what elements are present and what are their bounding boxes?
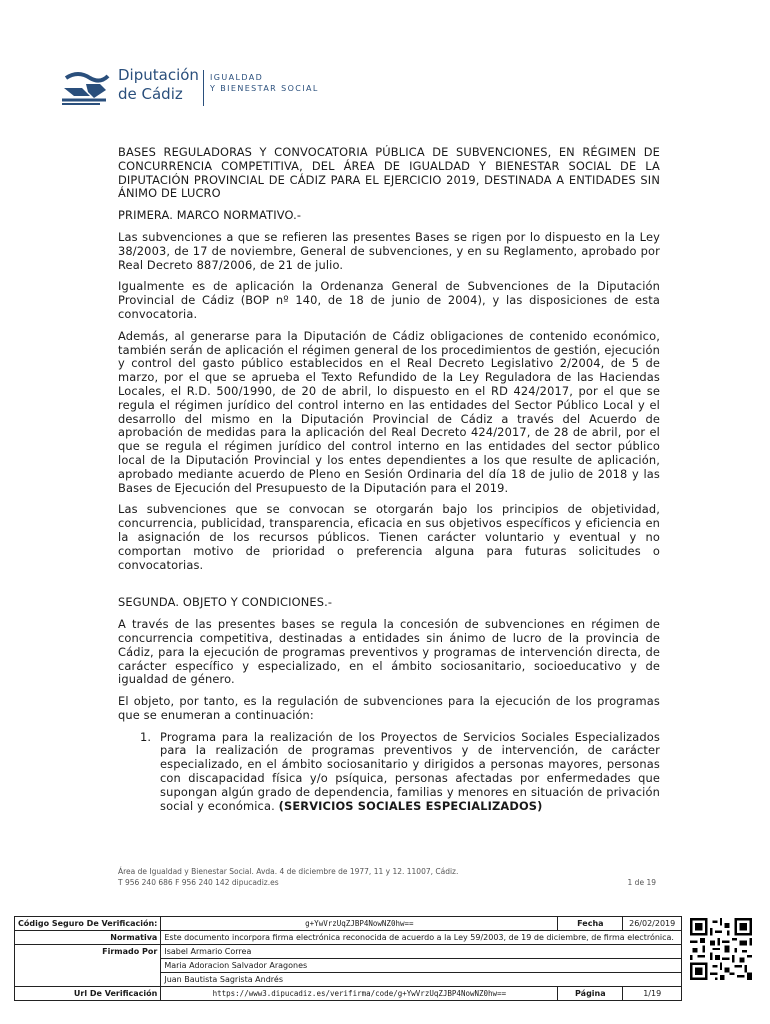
verification-code: g+YwVrzUqZJBP4NowNZ0hw== bbox=[161, 917, 558, 931]
section-spacer bbox=[118, 580, 660, 596]
verification-url-link[interactable]: https://www3.dipucadiz.es/verifirma/code/g+YwVrzUqZJBP4NowNZ0hw== bbox=[161, 987, 558, 1001]
code-label: Código Seguro De Verificación: bbox=[15, 917, 161, 931]
table-row bbox=[15, 917, 682, 931]
date-label: Fecha bbox=[558, 917, 623, 931]
signer-name: Juan Bautista Sagrista Andrés bbox=[161, 973, 682, 987]
qr-code-icon[interactable] bbox=[690, 918, 752, 980]
list-item-bold-text: (SERVICIOS SOCIALES ESPECIALIZADOS) bbox=[278, 798, 543, 813]
department-name bbox=[210, 72, 319, 94]
section1-paragraph: Las subvenciones que se convocan se otorgarán bajo los principios de objetividad, concurrencia, publicidad, transparencia, eficacia en sus objetivos específicos y eficiencia en la asignación de los recursos públicos. Tienen carácter voluntario y eventual y no comportan motivo de prioridad o preferencia alguna para futuras solicitudes o convocatorias. bbox=[118, 502, 660, 572]
table-row bbox=[15, 945, 682, 959]
institution-name-line2: de Cádiz bbox=[118, 85, 183, 103]
list-item-number: 1. bbox=[140, 729, 152, 744]
document-body bbox=[118, 146, 660, 813]
section1-paragraph: Además, al generarse para la Diputación de Cádiz obligaciones de contenido económico, también serán de aplicación el régimen general de los procedimientos de gestión, ejecución y control del gasto público establecidos en el Real Decreto Legislativo 2/2004, de 5 de marzo, por el que se aprueba el Texto Refundido de la Ley Reguladora de las Haciendas Locales, el R.D. 500/1990, de 20 de abril, lo dispuesto en el RD 424/2017, por el que se regula el régimen jurídico del control interno en las entidades del Sector Público Local y el desarrollo del mismo en la Diputación Provincial de Cádiz a través del Acuerdo de aprobación de medidas para la aplicación del Real Decreto 424/2017, de 28 de abril, por el que se regula el régimen jurídico del control interno en las entidades del sector público local de la Diputación Provincial y los entes dependientes a los que resulte de aplicación, aprobado mediante acuerdo de Pleno en Sesión Ordinaria del día 18 de julio de 2018 y las Bases de Ejecución del Presupuesto de la Diputación para el 2019. bbox=[118, 328, 660, 495]
document-title: BASES REGULADORAS Y CONVOCATORIA PÚBLICA DE SUBVENCIONES, EN RÉGIMEN DE CONCURRENCIA COMPETITIVA, DEL ÁREA DE IGUALDAD Y BIENESTAR SOCIAL DE LA DIPUTACIÓN PROVINCIAL DE CÁDIZ PARA EL EJERCICIO 2019, DESTINADA A ENTIDADES SIN ÁNIMO DE LUCRO bbox=[118, 145, 660, 201]
page-label: Página bbox=[558, 987, 623, 1001]
section1-paragraph: Igualmente es de aplicación la Ordenanza General de Subvenciones de la Diputación Provincial de Cádiz (BOP nº 140, de 18 de junio de 2004), y las disposiciones de esta convocatoria. bbox=[118, 279, 660, 321]
section1-heading: PRIMERA. MARCO NORMATIVO.- bbox=[118, 208, 302, 223]
table-row bbox=[15, 987, 682, 1001]
list-item bbox=[118, 731, 660, 814]
date-value: 26/02/2019 bbox=[623, 917, 682, 931]
section2-heading: SEGUNDA. OBJETO Y CONDICIONES.- bbox=[118, 595, 333, 610]
page-footer bbox=[118, 866, 660, 888]
signed-by-label: Firmado Por bbox=[15, 945, 161, 987]
section1-paragraph: Las subvenciones a que se refieren las presentes Bases se rigen por lo dispuesto en la Ley 38/2003, de 17 de noviembre, General de subvenciones, y en su Reglamento, aprobado por Real Decreto 887/2006, de 21 de julio. bbox=[118, 229, 660, 272]
normativa-value: Este documento incorpora firma electrónica reconocida de acuerdo a la Ley 59/2003, de 19 de diciembre, de firma electrónica. bbox=[161, 931, 682, 945]
signer-name: Maria Adoracion Salvador Aragones bbox=[161, 959, 682, 973]
department-line2: Y BIENESTAR SOCIAL bbox=[210, 84, 319, 93]
logo-divider bbox=[203, 70, 204, 106]
url-label: Url De Verificación bbox=[15, 987, 161, 1001]
page-value: 1/19 bbox=[623, 987, 682, 1001]
signature-table bbox=[14, 916, 682, 1001]
institution-name bbox=[118, 66, 199, 104]
signer-name: Isabel Armario Correa bbox=[161, 945, 682, 959]
section2-paragraph: A través de las presentes bases se regula la concesión de subvenciones en régimen de concurrencia competitiva, destinadas a entidades sin ánimo de lucro de la provincia de Cádiz, para la ejecución de programas preventivos y programas de intervención directa, de carácter específico y especializado, en el ámbito sociosanitario, socioeducativo y de igualdad de género. bbox=[118, 617, 660, 687]
normativa-label: Normativa bbox=[15, 931, 161, 945]
institution-logo bbox=[60, 66, 330, 110]
table-row bbox=[15, 931, 682, 945]
diputacion-emblem-icon bbox=[60, 70, 112, 106]
footer-page-number: 1 de 19 bbox=[627, 878, 656, 887]
department-line1: IGUALDAD bbox=[210, 73, 264, 82]
program-list bbox=[118, 731, 660, 814]
list-item-text: Programa para la realización de los Proyectos de Servicios Sociales Especializados para la realización de programas preventivos y de intervención, de carácter especializado, en el ámbito sociosanitario y dirigidos a personas mayores, personas con discapacidad física y/o psíquica, personas afectadas por enfermedades que supongan algún grado de dependencia, familias y menores en situación de privación social y económica. bbox=[160, 729, 660, 813]
section2-paragraph: El objeto, por tanto, es la regulación de subvenciones para la ejecución de los programas que se enumeran a continuación: bbox=[118, 694, 660, 722]
footer-contact: T 956 240 686 F 956 240 142 dipucadiz.es bbox=[118, 878, 279, 887]
institution-name-line1: Diputación bbox=[118, 66, 199, 84]
footer-address: Área de Igualdad y Bienestar Social. Avda. 4 de diciembre de 1977, 11 y 12. 11007, Cádiz. bbox=[118, 867, 459, 876]
